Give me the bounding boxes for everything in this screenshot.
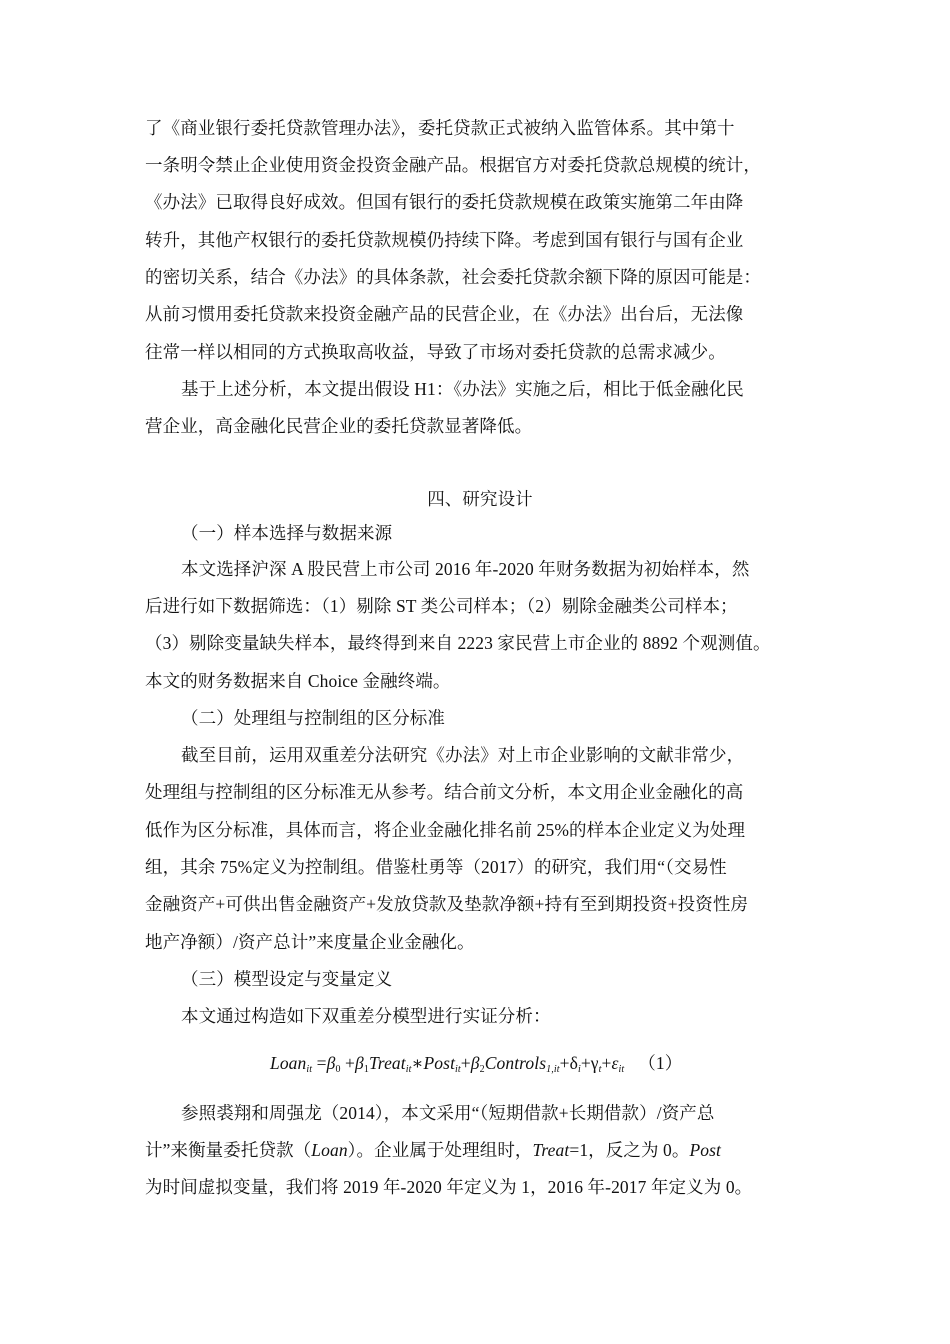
eq-loan-sub: it [306,1064,313,1075]
eq-gamma: +γ [580,1053,599,1073]
s2-line-4: 组，其余 75%定义为控制组。借鉴杜勇等（2017）的研究，我们用“（交易性 [145,857,727,877]
s3-after-line-2a: 计”来衡量委托贷款（ [145,1140,312,1160]
s1-line-1: 本文选择沪深 A 股民营上市公司 2016 年-2020 年财务数据为初始样本，然 [181,559,750,579]
eq-epsilon: ε [611,1053,619,1073]
s1-line-3: （3）剔除变量缺失样本，最终得到来自 2223 家民营上市企业的 8892 个观测值。 [145,633,771,653]
eq-delta-sub: i [577,1064,581,1075]
p2-line-1: 基于上述分析，本文提出假设 H1：《办法》实施之后，相比于低金融化民 [181,379,744,399]
equation-1 [270,1050,770,1076]
var-loan: Loan [311,1140,348,1160]
p1-line-7: 往常一样以相同的方式换取高收益，导致了市场对委托贷款的总需求减少。 [145,342,726,362]
s3-after-line-2 [145,1137,815,1163]
eq-beta1-sub: 1 [363,1064,369,1075]
eq-gamma-sub: t [598,1064,602,1075]
eq-controls: Controls [484,1053,547,1073]
section-title: 四、研究设计 [427,489,533,509]
eq-controls-sub: 1,it [546,1064,560,1075]
eq-equals: = [312,1053,327,1073]
s3-intro: 本文通过构造如下双重差分模型进行实证分析： [181,1006,551,1026]
eq-beta0-sub: 0 [335,1064,341,1075]
subsection-1-heading: （一）样本选择与数据来源 [181,523,393,543]
s1-line-2: 后进行如下数据筛选：（1）剔除 ST 类公司样本；（2）剔除金融类公司样本； [145,596,738,616]
eq-beta1: β [355,1053,364,1073]
eq-epsilon-sub: it [618,1064,625,1075]
eq-post: Post [423,1053,456,1073]
s2-line-6: 地产净额）/资产总计”来度量企业金融化。 [145,932,475,952]
p1-line-1: 了《商业银行委托贷款管理办法》，委托贷款正式被纳入监管体系。其中第十 [145,118,735,138]
s3-after-line-2b: ）。企业属于处理组时， [347,1140,533,1160]
s3-after-line-2c: =1，反之为 0。 [569,1140,690,1160]
var-treat: Treat [532,1140,570,1160]
p1-line-4: 转升，其他产权银行的委托贷款规模仍持续下降。考虑到国有银行与国有企业 [145,230,744,250]
s2-line-5: 金融资产+可供出售金融资产+发放贷款及垫款净额+持有至到期投资+投资性房 [145,894,749,914]
eq-post-sub: it [455,1064,461,1075]
s3-after-line-1: 参照裘翔和周强龙（2014），本文采用“（短期借款+长期借款）/资产总 [181,1103,715,1123]
eq-beta0: β [326,1053,336,1073]
eq-plus-2: + [460,1053,471,1073]
eq-treat-sub: it [405,1064,412,1075]
p2-line-2: 营企业，高金融化民营企业的委托贷款显著降低。 [145,416,533,436]
eq-beta2: β [470,1053,480,1073]
eq-treat: Treat [368,1053,406,1073]
eq-loan: Loan [270,1053,307,1073]
s1-line-4: 本文的财务数据来自 Choice 金融终端。 [145,671,451,691]
p1-line-2: 一条明令禁止企业使用资金投资金融产品。根据官方对委托贷款总规模的统计， [145,155,761,175]
eq-beta2-sub: 2 [479,1064,485,1075]
var-post: Post [689,1140,722,1160]
subsection-3-heading: （三）模型设定与变量定义 [181,969,393,989]
s3-after-line-3: 为时间虚拟变量，我们将 2019 年-2020 年定义为 1，2016 年-2017 年定义为 0。 [145,1177,753,1197]
s2-line-3: 低作为区分标准，具体而言，将企业金融化排名前 25%的样本企业定义为处理 [145,820,746,840]
s2-line-2: 处理组与控制组的区分标准无从参考。结合前文分析，本文用企业金融化的高 [145,782,744,802]
eq-plus-3: + [601,1053,612,1073]
p1-line-3: 《办法》已取得良好成效。但国有银行的委托贷款规模在政策实施第二年由降 [145,192,744,212]
eq-times: ∗ [411,1053,424,1073]
p1-line-6: 从前习惯用委托贷款来投资金融产品的民营企业，在《办法》出台后，无法像 [145,304,744,324]
p1-line-5: 的密切关系，结合《办法》的具体条款，社会委托贷款余额下降的原因可能是： [145,267,761,287]
equation-number: （1） [638,1053,683,1073]
subsection-2-heading: （二）处理组与控制组的区分标准 [181,708,445,728]
eq-plus-1: + [340,1053,355,1073]
s2-line-1: 截至目前，运用双重差分法研究《办法》对上市企业影响的文献非常少， [181,745,745,765]
eq-delta: +δ [559,1053,578,1073]
